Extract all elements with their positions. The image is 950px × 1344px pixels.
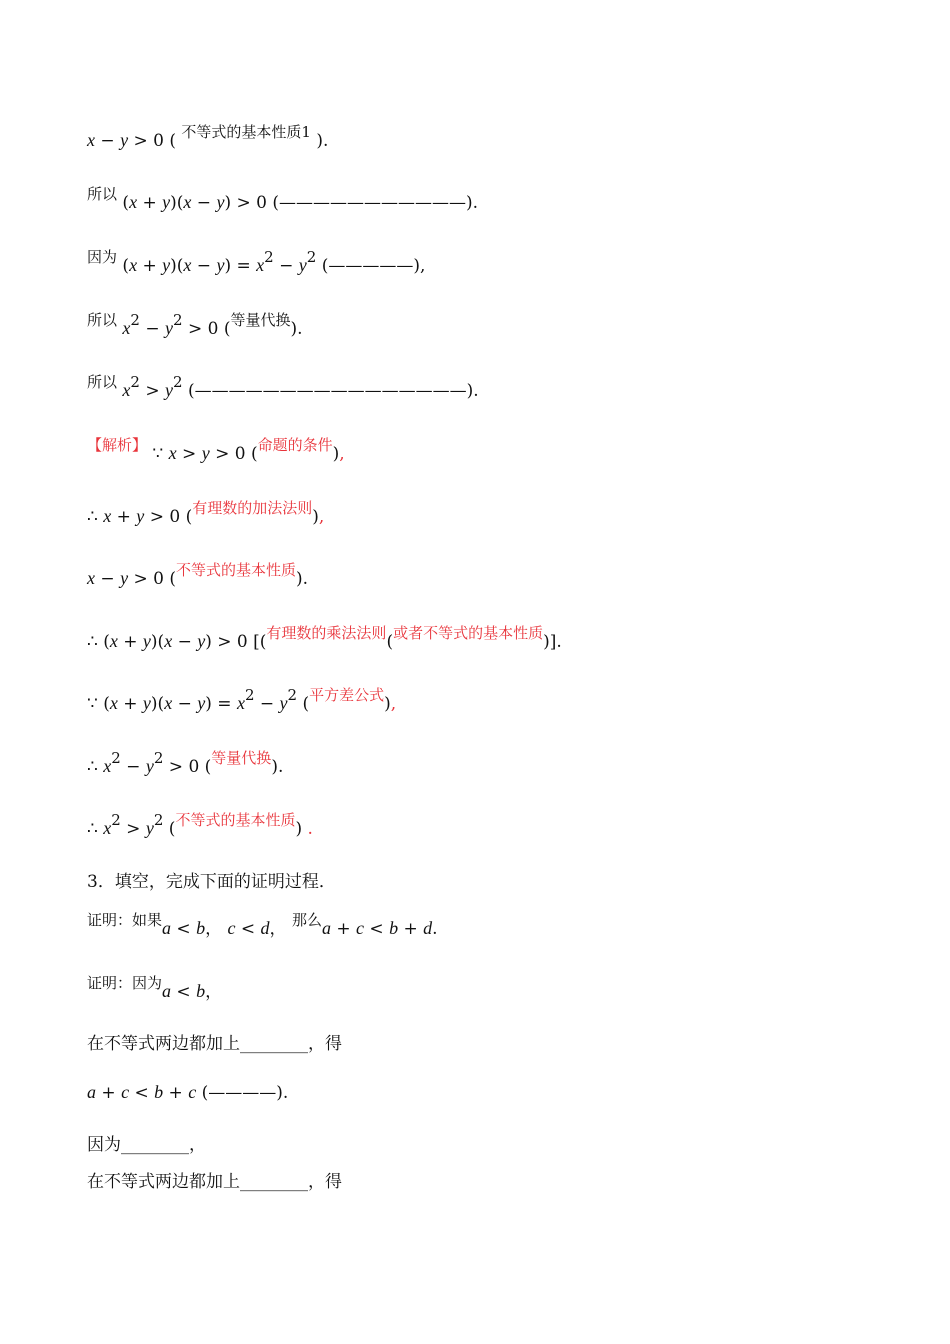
line-9: ∴ (x + y)(x − y) > 0 [(有理数的乘法法则(或者不等式的基本性质)].	[87, 624, 562, 652]
line-7: ∴ x + y > 0 (有理数的加法法则),	[87, 499, 325, 527]
line-2: 所以 (x + y)(x − y) > 0 (———————————).	[87, 185, 479, 213]
line-15: 证明：因为a < b，	[87, 974, 223, 1002]
line-11: ∴ x2 − y2 > 0 (等量代换).	[87, 749, 284, 777]
line-10: ∵ (x + y)(x − y) = x2 − y2 (平方差公式),	[87, 686, 397, 714]
line-14: 证明：如果a < b， c < d， 那么a + c < b + d.	[87, 911, 438, 939]
line-18: 因为________，	[87, 1135, 206, 1155]
line-8: x − y > 0 (不等式的基本性质).	[87, 561, 309, 589]
line-1: x − y > 0 ( 不等式的基本性质1 ).	[87, 123, 329, 151]
line-12: ∴ x2 > y2 (不等式的基本性质) .	[87, 811, 313, 839]
line-13: 3．填空，完成下面的证明过程．	[87, 872, 336, 892]
line-19: 在不等式两边都加上________，得	[87, 1172, 342, 1192]
line-16: 在不等式两边都加上________，得	[87, 1034, 342, 1054]
line-5: 所以 x2 > y2 (————————————————).	[87, 373, 479, 401]
line-4: 所以 x2 − y2 > 0 (等量代换).	[87, 311, 303, 339]
line-6: 【解析】 ∵ x > y > 0 (命题的条件),	[87, 436, 345, 464]
line-17: a + c < b + c (————).	[87, 1082, 289, 1103]
line-3: 因为 (x + y)(x − y) = x2 − y2 (—————),	[87, 248, 426, 276]
